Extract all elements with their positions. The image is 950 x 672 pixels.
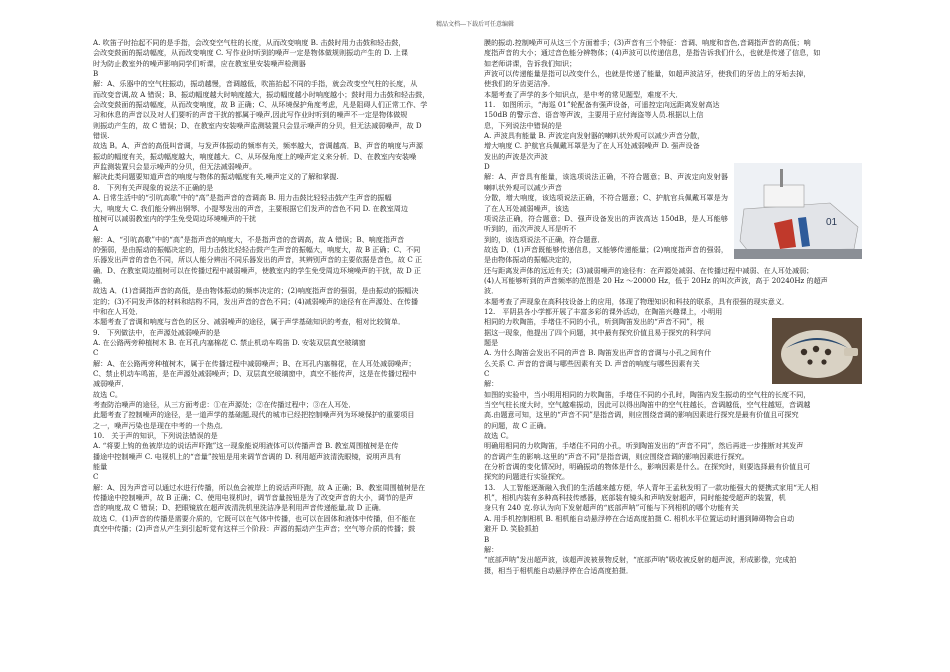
text-line: 150dB 的警示音、语音等声波，主要用于应付海盗等人员.根据以上信 [484,110,704,120]
text-line: 中和在人耳处． [93,306,143,316]
text-line: 在分析音调的变化情况时，明确振动的物体是什么，影响因素是什么。在探究时，则要选择最有价值且可 [484,462,811,472]
text-line: 解：A、“引吭高歌”中的“高”是指声音的响度大，不是指声音的音调高，故 A 错误；B、响度指声音 [93,234,405,244]
text-line: 解：A、声音具有能量，该选项说法正确，不符合题意；B、声波定向发射器喇叭状外观可以减少声音 [484,172,728,192]
ocarina-hole [813,346,819,352]
text-line: 定的；(3)不同发声体的材料和结构不同，发出声音的音色不同；(4)减弱噪声的途径有在声源处、在传播 [93,296,419,306]
ship-dock [734,249,862,259]
ocarina-hole [801,349,807,355]
text-line: A. 日常生活中的“引吭高歌”中的“高”是指声音的音调高 B. 用力击鼓比轻轻击鼓产生声音的振幅 [93,193,392,203]
text-line: 会改变鼓面的振动幅度，从而改变响度 C. 写作业时听到的噪声一定是物体做规则振动产生的 D. 上课 [93,48,408,58]
text-line: 而改变音调,故 A 错误；B、振动幅度越大时响度越大，振动幅度越小时响度越小；鼓时用力击鼓和轻击鼓， [93,89,430,99]
text-line: 么关系 C. 声音的音调与哪些因素有关 D. 声音的响度与哪些因素有关 [484,358,700,368]
text-line: D [484,162,490,172]
text-line: C [484,369,490,378]
text-line: 故选 C。 [93,389,122,399]
text-line: 音的响度,故 C 错误；D、把眼镜放在超声波清洗机里洗洁净是利用声音传递能量,故 D 正确． [93,503,386,513]
text-line: 身只有 240 克.你认为向下发射超声的“底部声呐”可能与下列相机的哪个功能有关 [484,503,739,513]
text-line: C、禁止机动车鸣笛，是在声源处减弱噪声；D、双层真空玻璃窗中，真空不能传声，这是在传播过程中 [93,369,417,378]
text-line: 9. 下列做法中，在声源处减弱噪声的是 [93,327,221,337]
text-line: 减弱噪声． [93,379,129,389]
text-line: 故选 D．(1)声音既能够传递信息，又能够传递能量；(2)响度指声音的强弱，是由物体振动的振幅决定的， [484,244,728,265]
text-line: 声波可以传递能量是指可以改变什么，也就是传递了能量，如超声波洁牙，使我们的牙齿上的牙垢去掉， [484,69,811,79]
text-line: 植树可以减弱教室内的学生免受周边环境噪声的干扰 [93,213,257,223]
text-line: 本题考查了音调和响度与音色的区分、减弱噪声的途径，属于声学基础知识的考查，相对比较简单． [93,317,406,327]
text-line: 11. 如图所示，“海巡 01”轮配备有强声设备，可遥控定向远距离发射高达 [484,100,720,110]
text-line: “底部声呐”发出超声波，该超声波被景物反射，“底部声呐”吸收被反射的超声波，形成影像，完成拍 [484,555,797,565]
text-line: 探究的问题进行实验探究。 [484,472,570,482]
text-line: 故选 C．(1)声音的传播是需要介质的，它既可以在气体中传播，也可以在固体和液体中传播，但不能在 [93,513,416,523]
ocarina-hole [825,349,831,355]
text-line: 本题考查了声学的多个知识点，是中考的常见题型，难度不大． [484,89,683,99]
text-line: B [484,534,490,544]
text-line: 的强弱，是由振动的振幅决定的，用力击鼓比轻轻击鼓产生声音的振幅大，响度大，故 B 正确；C、不同 [93,244,421,254]
ship-hull-number: 01 [826,217,838,229]
text-line: 解：A、乐器中的空气柱振动，振动越慢，音调越低，吹笛抬起不同的手指，就会改变空气柱的长度，从 [93,79,418,89]
text-line: 解决此类问题要知道声音的响度与物体的振动幅度有关,噪声定义的了解和掌握. [93,172,339,182]
text-line: 避开 D. 笑脸抓拍 [484,524,539,534]
text-line: 当空气柱长度大时，空气越难振动，因此可以得出陶笛中的空气柱越长，音调越低，空气柱越短，音调越 [484,400,811,410]
text-line: 12. 平阴县各小学都开展了丰富多彩的课外活动，在陶笛兴趣课上，小明用 [484,306,723,316]
text-line: 使我们的牙齿更洁净． [484,79,555,89]
text-line: 8. 下列有关声现象的说法不正确的是 [93,182,214,192]
text-line: 高.由题意可知，这里的“声音不同”是指音调，则应围绕音调的影响因素进行探究是最有价值且可探究 [484,410,799,420]
text-line: 到的，该选项说法不正确，符合题意． [484,234,605,244]
text-line: B [93,69,99,79]
ship-bridge [764,185,804,207]
text-line: 乐器发出声音的音色不同，所以人能分辨出不同乐器发出的声音，其辨别声音的主要依据是音色，故 C 正 [93,255,423,265]
text-line: (4)人耳能够听到的声音频率的范围是 20 Hz ～20000 Hz，低于 20Hz 的叫次声波，高于 20240Hz 的超声 [484,275,828,285]
text-line: 的问题，故 C 正确。 [484,420,551,430]
ocarina-hole [807,360,812,365]
text-line: 大，响度大 C. 我们能分辨出钢琴、小提琴发出的声音，主要根据它们发声的音色不同 D. 在教室周边 [93,203,408,213]
text-line: 如老师讲课，告诉我们知识； [484,58,577,68]
text-line: 波． [484,286,499,296]
text-line: A. 为什么陶笛会发出不同的声音 B. 陶笛发出声音的音调与小孔之间有什 [484,348,712,358]
text-line: 发出的声波是次声波 [484,151,548,161]
text-line: 的音调产生的影响.这里的“声音不同”是指音调，则应围绕音调的影响因素进行探究。 [484,451,749,461]
text-line: 解：A、因为声音可以通过水进行传播，所以鱼会被岸上的说话声吓跑，故 A 正确；B、教室周围植树是在 [93,482,426,492]
text-line: 解： [484,544,499,554]
text-line: 声监测装置只会显示噪声的分贝，但无法减弱噪声。 [93,162,257,172]
text-line: 本题考查了声现象在高科技设备上的应用，体现了物理知识和科技的联系，具有很强的现实意义． [484,296,790,306]
text-line: 故选 C。 [484,431,513,441]
text-line: A. “将要上钩的鱼被岸边的说话声吓跑”这一现象能说明液体可以传播声音 B. 教室周围植树是在传 [93,441,399,451]
text-line: 题是 [484,337,499,347]
text-line: 真空中传播；(2)声音从产生到引起听觉有这样三个阶段：声源的振动产生声音；空气等介质的传播；鼓 [93,524,416,534]
text-line: 会改变鼓面的振动幅度，从而改变响度，故 B 正确；C、从环境保护角度考虑，凡是阻碍人们正常工作、学 [93,100,428,110]
text-line: 明确用相同的力吹陶笛，手堵住不同的小孔，听到陶笛发出的“声音不同”，然后再进一步推断对其发声 [484,441,804,451]
text-line: 增大响度 C. 护航官兵佩戴耳罩是为了在人耳处减弱噪声 D. 强声设备 [484,141,700,151]
left-column [93,38,469,535]
text-line: 如图的实验中，当小明用相同的力吹陶笛，手堵住不同的小孔时，陶笛内发生振动的空气柱的长度不同， [484,389,811,399]
text-line: 习和休息的声音以及对人们要听的声音干扰的都属于噪声,因此写作业时听到的噪声不一定是物体做规 [93,110,408,120]
text-line: 确．D、在教室周边植树可以在传播过程中减弱噪声，使教室内的学生免受周边环境噪声的干扰，故 D 正 [93,265,422,275]
text-line: 据这一现象，他提出了四个问题，其中最有探究价值且易于探究的科学问 [484,327,711,337]
text-line: 振动的幅度有关，振动幅度越大，响度越大．C、从环保角度上的噪声定义来分析．D、在教室内安装噪 [93,151,417,161]
text-line: 机”，相机内装有多种高科技传感器，底部装有镜头和声呐发射超声，同时能接受超声的装置，机 [484,493,786,503]
ocarina-hole [821,360,826,365]
text-line: 项说法正确，符合题意；D、强声设备发出的声波高达 150dB，是人耳能够听到的，而次声波人耳是听不 [484,213,728,234]
text-line: A. 在公路两旁种植树木 B. 在耳孔内塞棉花 C. 禁止机动车鸣笛 D. 安装双层真空玻璃窗 [93,337,366,347]
text-line: C [93,472,99,482]
text-line: 分散，增大响度，该选项说法正确，不符合题意；C、护航官兵佩戴耳罩是为了在人耳处减弱噪声，该选 [484,193,728,213]
patrol-ship-figure [734,163,862,259]
text-line: A. 声波具有能量 B. 声波定向发射器的喇叭状外观可以减少声音分散， [484,131,705,141]
text-line: 摄，相当于相机能自动悬浮停在合适高度拍摄． [484,565,633,575]
text-line: C [93,348,99,358]
text-line: A. 用手机控制相机 B. 相机能自动悬浮停在合适高度拍摄 C. 相机水平位置运动时遇到障碍物会自动 [484,513,795,523]
text-line: 度指声音的大小；通过音色能分辨物体；(4)声波可以传递信息，是指告诉我们什么，也就是传递了信息，如 [484,48,821,58]
text-line: 时为防止教室外的噪声影响同学们听课，应在教室里安装噪声检测器 [93,58,306,68]
text-line: 息，下列说法中错误的是 [484,120,563,130]
text-line: 还与距离发声体的远近有关；(3)减弱噪声的途径有：在声源处减弱、在传播过程中减弱、在人耳处减弱； [484,265,814,275]
ocarina-figure [772,318,862,384]
text-line: 解： [484,379,499,389]
text-line: 解：A、在公路两旁种植树木，属于在传播过程中减弱噪声；B、在耳孔内塞棉花，在人耳处减弱噪声； [93,358,416,368]
right-column [484,38,862,576]
text-line: 此题考查了控制噪声的途径，是一道声学的基础题,现代的城市已经把控制噪声列为环境保护的重要项目 [93,410,415,420]
text-line: A [93,224,99,234]
text-line: 能量 [93,462,108,472]
text-line: 10. 关于声的知识，下列说法错误的是 [93,431,218,441]
text-line: 相同的力吹陶笛，手堵住不同的小孔，听到陶笛发出的“声音不同”，根 [484,317,705,327]
ocarina-mouthpiece [844,348,858,356]
ocarina-body [781,330,853,378]
text-line: A. 吹笛子时抬起不同的是手指，会改变空气柱的长度，从而改变响度 B. 击鼓时用力击鼓和轻击鼓， [93,38,406,47]
page-header: 精品文档---下载后可任意编辑 [435,21,515,28]
text-line: 膜的振动.控制噪声可从这三个方面着手；(3)声音有三个特征：音调、响度和音色,音调指声音的高低；响 [484,38,811,47]
text-line: 考查防治噪声的途径，从三方面考虑：①在声源处；②在传播过程中；③在人耳处． [93,400,356,410]
text-line: 错误. [93,131,110,141]
text-line: 播途中控制噪声 C. 电视机上的“音量”按钮是用来调节音调的 D. 利用超声波清洗眼镜，说明声具有 [93,451,402,461]
ship-mast [780,169,783,187]
text-line: 故选 B。A、声音的高低叫音调，与发声体振动的频率有关，频率越大，音调越高．B、声音的响度与声源 [93,141,423,151]
text-line: 13. 人工智能逐渐融入我们的生活越来越方便，华人青年王孟秋发明了一款功能强大的便携式家用“无人相 [484,482,819,492]
text-line: 传播途中控制噪声，故 B 正确；C、使用电视机时，调节音量按钮是为了改变声音的大小，调节的是声 [93,493,414,503]
text-line: 故选 A．(1)音调指声音的高低，是由物体振动的频率决定的；(2)响度指声音的强弱，是由振动的振幅决 [93,286,419,296]
text-line: 则振动产生的，故 C 错误；D、在教室内安装噪声监测装置只会显示噪声的分贝，但无法减弱噪声，故 D [93,120,422,130]
text-line: 确． [93,275,108,285]
text-line: 之一，噪声污染也是现在中考的一个热点． [93,420,228,430]
